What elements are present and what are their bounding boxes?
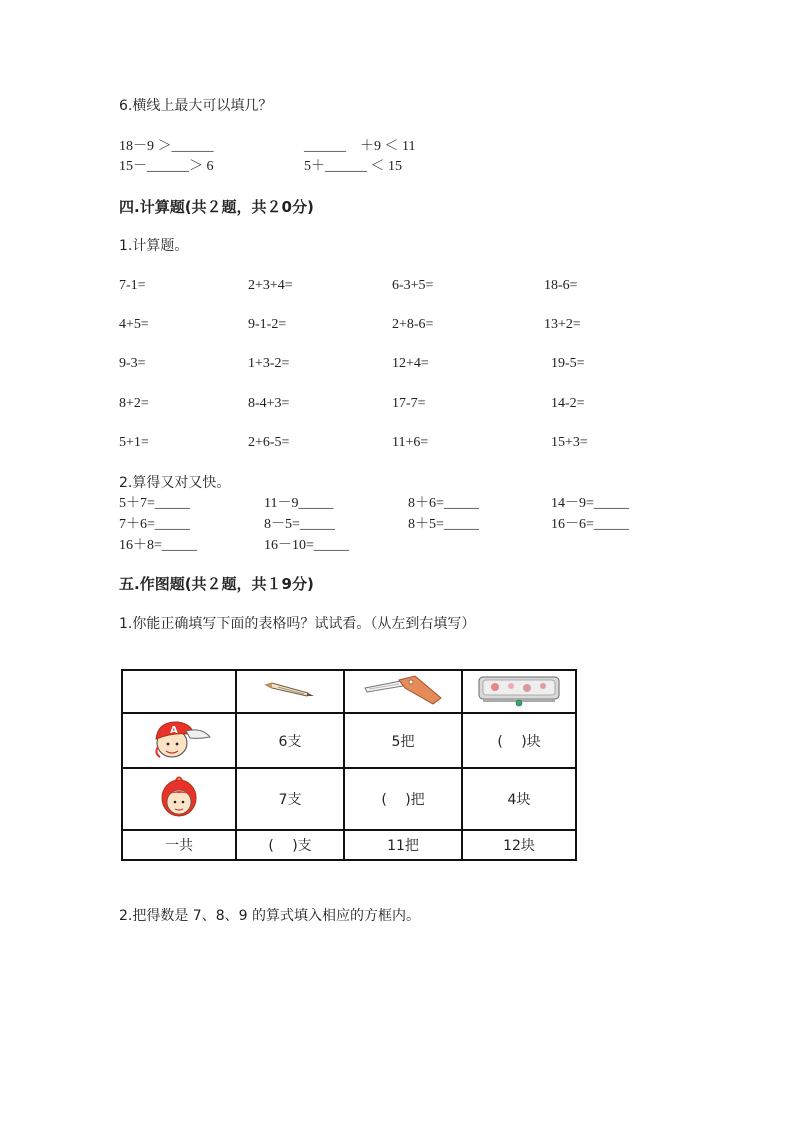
section5-q1-title: 1.你能正确填写下面的表格吗？试试看。（从左到右填写） — [119, 616, 476, 632]
boy-with-cap-icon — [146, 717, 212, 761]
corner-cell — [122, 670, 236, 713]
total-pencil-blank: ( )支 — [236, 830, 344, 860]
calc-item: 13+2= — [544, 317, 581, 332]
calc-item: 14-2= — [551, 396, 585, 411]
calc-item: 2+6-5= — [248, 435, 290, 450]
calc-item: 8+2= — [119, 396, 149, 411]
girl-cell — [122, 768, 236, 830]
boy-cap-cell — [122, 713, 236, 768]
calc-item: 15+3= — [551, 435, 588, 450]
row1-pencil-count: 6支 — [236, 713, 344, 768]
calc-item: 7-1= — [119, 278, 146, 293]
section4-heading: 四.计算题(共２题，共２0分) — [119, 198, 314, 216]
calc-item: 12+4= — [392, 356, 429, 371]
total-knife-count: 11把 — [344, 830, 462, 860]
calc-item: 11+6= — [392, 435, 429, 450]
row1-case-blank: ( )块 — [462, 713, 576, 768]
fast-calc-item: 8－5=_____ — [264, 517, 335, 532]
q6-row2-left: 15－______＞ 6 — [119, 159, 214, 174]
pencil-case-icon — [477, 672, 561, 708]
calc-item: 19-5= — [551, 356, 585, 371]
fast-calc-item: 7＋6=_____ — [119, 517, 190, 532]
calc-item: 18-6= — [544, 278, 578, 293]
calc-item: 2+3+4= — [248, 278, 293, 293]
q6-row2-right: 5＋______ ＜ 15 — [304, 159, 402, 174]
fast-calc-item: 14－9=_____ — [551, 496, 629, 511]
section5-q2-title: 2.把得数是 7、8、9 的算式填入相应的方框内。 — [119, 908, 420, 924]
fast-calc-item: 8＋5=_____ — [408, 517, 479, 532]
q6-title: 6.横线上最大可以填几？ — [119, 98, 273, 114]
fast-calc-item: 5＋7=_____ — [119, 496, 190, 511]
calc-item: 8-4+3= — [248, 396, 290, 411]
calc-item: 4+5= — [119, 317, 149, 332]
q6-row1-right: ______ ＋9 ＜ 11 — [304, 139, 416, 154]
knife-header-cell — [344, 670, 462, 713]
q6-row1-left: 18－9 ＞______ — [119, 139, 214, 154]
pencil-case-header-cell — [462, 670, 576, 713]
svg-text:A: A — [170, 724, 178, 736]
row1-knife-count: 5把 — [344, 713, 462, 768]
pencil-icon — [264, 680, 316, 700]
section4-q2-title: 2.算得又对又快。 — [119, 475, 231, 491]
calc-item: 9-3= — [119, 356, 146, 371]
calc-item: 9-1-2= — [248, 317, 287, 332]
fast-calc-item: 16＋8=_____ — [119, 538, 197, 553]
total-case-count: 12块 — [462, 830, 576, 860]
fast-calc-item: 16－6=_____ — [551, 517, 629, 532]
section5-heading: 五.作图题(共２题，共１9分) — [119, 575, 314, 593]
row2-case-count: 4块 — [462, 768, 576, 830]
calc-item: 5+1= — [119, 435, 149, 450]
total-label: 一共 — [122, 830, 236, 860]
calc-item: 2+8-6= — [392, 317, 434, 332]
fast-calc-item: 8＋6=_____ — [408, 496, 479, 511]
pencil-header-cell — [236, 670, 344, 713]
calc-item: 1+3-2= — [248, 356, 290, 371]
fast-calc-item: 16－10=_____ — [264, 538, 349, 553]
fast-calc-item: 11－9_____ — [264, 496, 334, 511]
section4-q1-title: 1.计算题。 — [119, 238, 189, 254]
calc-item: 17-7= — [392, 396, 426, 411]
pocket-knife-icon — [361, 674, 445, 706]
items-table — [121, 669, 577, 861]
child-red-hair-icon — [156, 774, 202, 820]
calc-item: 6-3+5= — [392, 278, 434, 293]
row2-pencil-count: 7支 — [236, 768, 344, 830]
row2-knife-blank: ( )把 — [344, 768, 462, 830]
